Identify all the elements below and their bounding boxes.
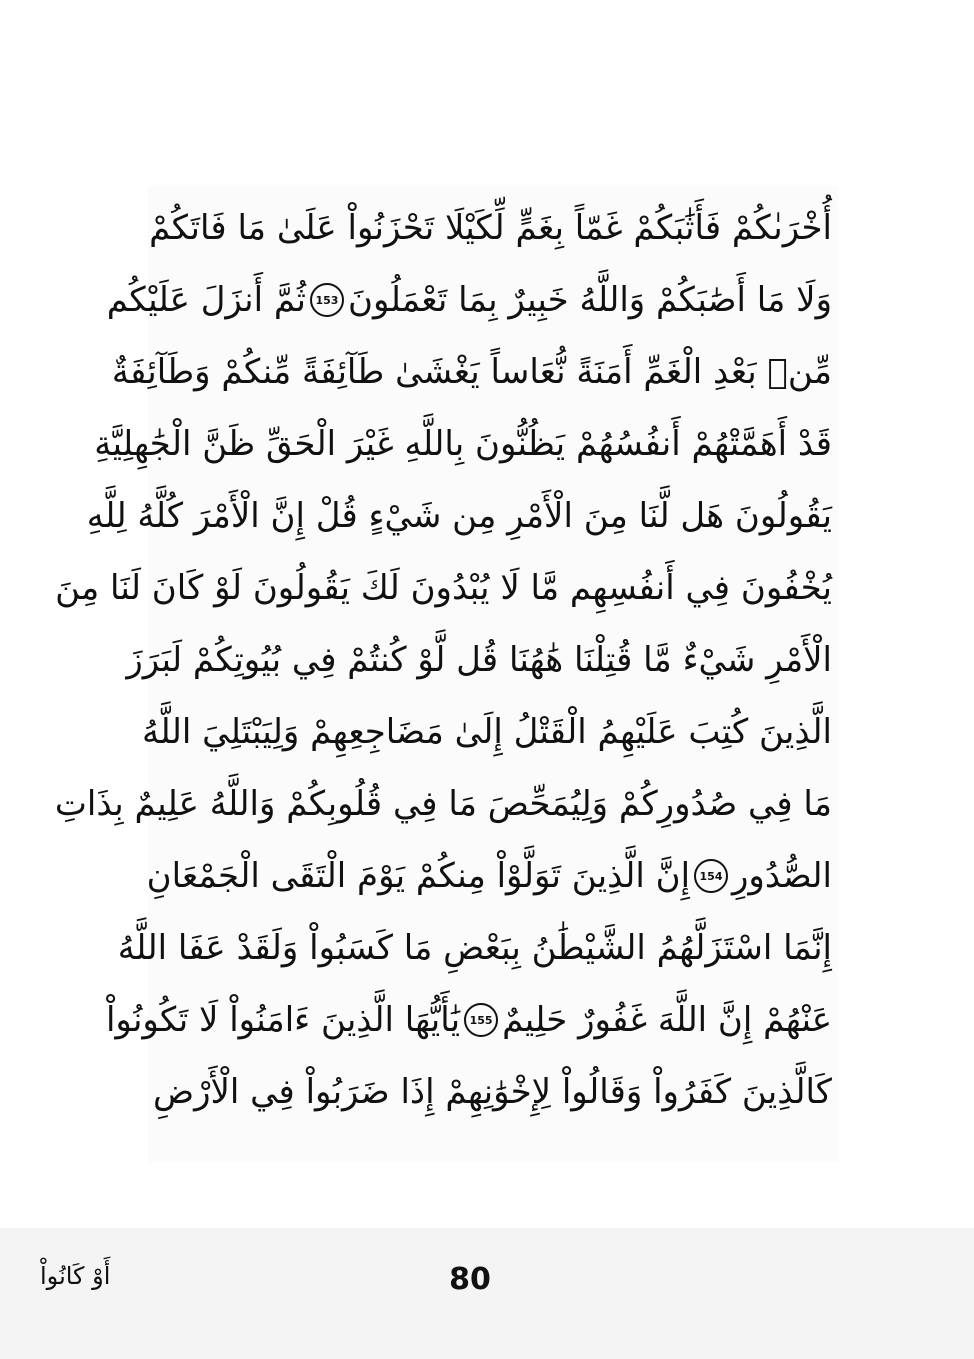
verse-line (142, 696, 832, 768)
verse-text: أُخْرَىٰكُمْ فَأَثَٰبَكُمْ غَمّاً بِغَمٍّ لِّكَيْلَا تَحْزَنُواْ عَلَىٰ مَا فَاتَكُمْ (149, 208, 832, 248)
verse-text: وَلَا مَا أَصَٰبَكُمْ وَاللَّهُ خَبِيرٌ بِمَا تَعْمَلُونَ (347, 280, 832, 320)
verse-line (146, 840, 832, 912)
verse-text: الَّذِينَ كُتِبَ عَلَيْهِمُ الْقَتْلُ إِلَىٰ مَضَاجِعِهِمْ وَلِيَبْتَلِيَ اللَّهُ (142, 712, 832, 752)
verse-text: الصُّدُورِ (732, 856, 832, 896)
verse-line (126, 624, 832, 696)
verse-text: إِنَّمَا اسْتَزَلَّهُمُ الشَّيْطَٰنُ بِبَعْضِ مَا كَسَبُواْ وَلَقَدْ عَفَا اللَّهُ (117, 928, 832, 968)
verse-line (154, 1056, 832, 1128)
verse-text: يُخْفُونَ فِي أَنفُسِهِم مَّا لَا يُبْدُونَ لَكَ يَقُولُونَ لَوْ كَانَ لَنَا مِنَ (55, 568, 832, 608)
verse-line (105, 984, 832, 1056)
verse-text: إِنَّ الَّذِينَ تَوَلَّوْاْ مِنكُمْ يَوْمَ الْتَقَى الْجَمْعَانِ (146, 856, 691, 896)
ayah-end-marker: 155 (464, 1003, 498, 1037)
verse-text: يَٰأَيُّهَا الَّذِينَ ءَامَنُواْ لَا تَكُونُواْ (105, 1000, 461, 1040)
verse-line (86, 480, 832, 552)
verse-text: الْأَمْرِ شَيْءٌ مَّا قُتِلْنَا هَٰهُنَا قُل لَّوْ كُنتُمْ فِي بُيُوتِكُمْ لَبَرَزَ (126, 640, 832, 680)
ayah-end-marker: 154 (694, 859, 728, 893)
ayah-end-marker: 153 (310, 283, 344, 317)
catchword: أَوْ كَانُواْ (40, 1262, 111, 1290)
verse-line (149, 192, 832, 264)
verse-text-block (54, 186, 838, 1162)
verse-line (117, 912, 832, 984)
verse-line (111, 336, 832, 408)
verse-text: يَقُولُونَ هَل لَّنَا مِنَ الْأَمْرِ مِن شَيْءٍ قُلْ إِنَّ الْأَمْرَ كُلَّهُ لِلَّهِ (86, 496, 832, 536)
verse-text: كَالَّذِينَ كَفَرُواْ وَقَالُواْ لِإِخْوَٰنِهِمْ إِذَا ضَرَبُواْ فِي الْأَرْضِ (153, 1072, 832, 1112)
verse-line (94, 408, 832, 480)
verse-text: عَنْهُمْ إِنَّ اللَّهَ غَفُورٌ حَلِيمٌ (502, 1000, 832, 1040)
verse-line (54, 768, 832, 840)
verse-line (106, 264, 832, 336)
verse-text: قَدْ أَهَمَّتْهُمْ أَنفُسُهُمْ يَظُنُّونَ بِاللَّهِ غَيْرَ الْحَقِّ ظَنَّ الْجَٰهِلِيَّةِ (94, 424, 832, 464)
verse-text: مَا فِي صُدُورِكُمْ وَلِيُمَحِّصَ مَا فِي قُلُوبِكُمْ وَاللَّهُ عَلِيمٌ بِذَاتِ (54, 784, 832, 824)
verse-text: مِّنۢ بَعْدِ الْغَمِّ أَمَنَةً نُّعَاساً يَغْشَىٰ طَآئِفَةً مِّنكُمْ وَطَآئِفَةٌ (111, 352, 832, 392)
verse-line (55, 552, 832, 624)
page-number: 80 (449, 1262, 491, 1297)
verse-text: ثُمَّ أَنزَلَ عَلَيْكُم (106, 280, 306, 320)
